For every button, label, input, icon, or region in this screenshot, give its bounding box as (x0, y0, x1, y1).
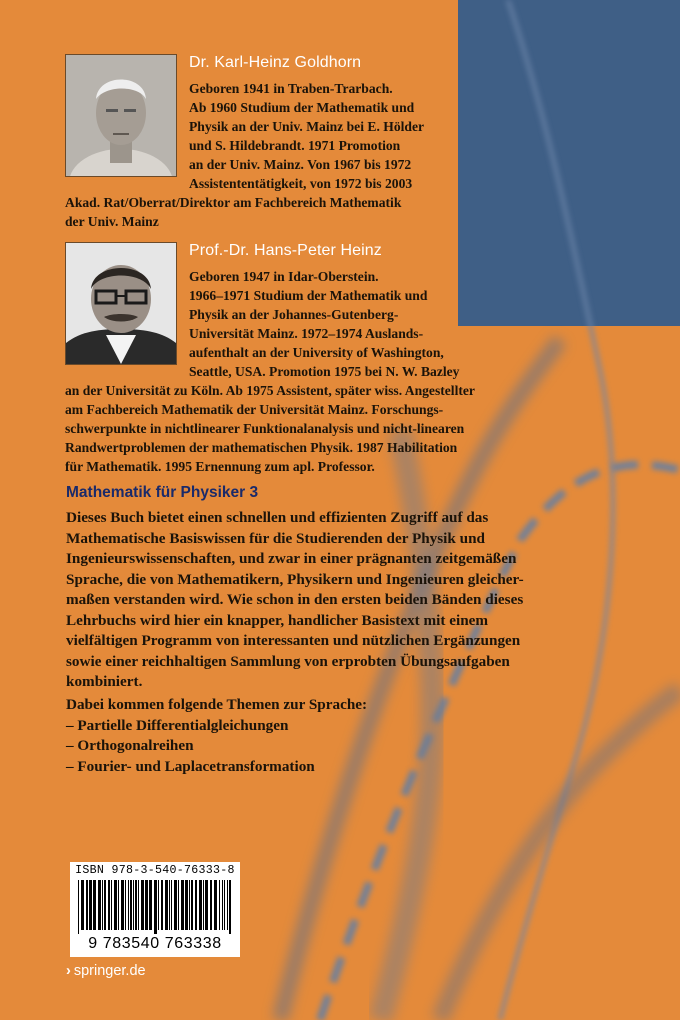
description-line: Lehrbuchs wird hier ein knapper, handlicher Basistext mit einem (66, 611, 489, 629)
barcode-bar (191, 880, 193, 930)
bio-line: Geboren 1947 in Idar-Oberstein. (189, 269, 379, 284)
barcode-bar (199, 880, 202, 930)
bio-line: der Univ. Mainz (65, 214, 159, 229)
barcode-bar (98, 880, 101, 930)
barcode-bar (133, 880, 134, 930)
barcode-bar (154, 880, 157, 934)
description-line: Dieses Buch bietet einen schnellen und effizienten Zugriff auf das (66, 509, 489, 526)
description-line: vielfältigen Programm von interessanten und nützlichen Ergänzungen (66, 632, 521, 649)
barcode-bar (165, 880, 168, 930)
topic-item: – Fourier- und Laplacetransformation (66, 757, 315, 775)
barcode-bar (224, 880, 225, 930)
barcode-bar (86, 880, 88, 930)
barcode-bar (174, 880, 177, 930)
barcode-bar (227, 880, 228, 930)
barcode-bar (104, 880, 106, 930)
description-line: Mathematische Basiswissen für die Studierenden der Physik und (66, 529, 485, 547)
bio-line: Akad. Rat/Oberrat/Direktor am Fachbereich Mathematik (65, 195, 402, 210)
barcode-bar (81, 880, 84, 930)
bio-line: an der Universität zu Köln. Ab 1975 Assistent, später wiss. Angestellter (65, 383, 475, 398)
bio-line: aufenthalt an der University of Washington, (189, 345, 444, 360)
barcode-bar (169, 880, 170, 930)
barcode-bar (222, 880, 223, 930)
navy-panel (458, 0, 680, 326)
publisher-link[interactable] (66, 963, 146, 979)
barcode-bar (125, 880, 126, 930)
description-line: Ingenieurswissenschaften, und zwar in einer prägnanten zeitgemäßen (66, 550, 517, 567)
barcode-bar (210, 880, 212, 930)
description-line: sowie einer reichhaltigen Sammlung von erprobten Übungsaufgaben (66, 652, 510, 670)
isbn-label: ISBN 978-3-540-76333-8 (75, 864, 235, 877)
bio-line: und S. Hildebrandt. 1971 Promotion (189, 138, 401, 153)
description-line: kombiniert. (66, 673, 143, 690)
author-name: Prof.-Dr. Hans-Peter Heinz (189, 242, 382, 259)
barcode-bar (108, 880, 110, 930)
bio-line: 1966–1971 Studium der Mathematik und (189, 288, 428, 303)
bio-line: Physik an der Univ. Mainz bei E. Hölder (189, 119, 425, 134)
barcode-bar (89, 880, 92, 930)
barcode-bar (171, 880, 172, 930)
barcode-bar (128, 880, 129, 930)
barcode-bar (229, 880, 231, 934)
barcode-bar (181, 880, 184, 930)
barcode-bar (111, 880, 112, 930)
topics-intro: Dabei kommen folgende Themen zur Sprache: (66, 696, 368, 713)
description-line: Sprache, die von Mathematikern, Physikern und Ingenieuren gleicher- (66, 570, 524, 588)
author-photo-heinz (65, 242, 177, 365)
barcode-bar (135, 880, 137, 930)
barcode-bar (93, 880, 96, 930)
bio-line: Randwertproblemen der mathematischen Physik. 1987 Habilitation (65, 440, 458, 455)
barcode-bar (141, 880, 144, 930)
barcode-bar (138, 880, 139, 930)
barcode-bar (189, 880, 190, 930)
bio-line: für Mathematik. 1995 Ernennung zum apl. Professor. (65, 459, 375, 474)
barcode-bar (219, 880, 220, 930)
barcode-bar (185, 880, 188, 930)
barcode-bar (161, 880, 163, 930)
topic-item: – Orthogonalreihen (66, 737, 194, 754)
barcode-bar (203, 880, 204, 930)
barcode-bar (121, 880, 124, 930)
barcode-bar (149, 880, 152, 930)
bio-line: am Fachbereich Mathematik der Universität Mainz. Forschungs- (65, 402, 444, 417)
bio-line: Seattle, USA. Promotion 1975 bei N. W. Bazley (189, 364, 460, 379)
description-line: maßen verstanden wird. Wie schon in den ersten beiden Bänden dieses (66, 591, 524, 608)
curve-blurred-3 (440, 690, 680, 1020)
bio-line: Universität Mainz. 1972–1974 Auslands- (189, 326, 424, 341)
barcode-bar (205, 880, 208, 930)
barcode-bar (130, 880, 132, 930)
barcode-bar (195, 880, 197, 930)
isbn-barcode (70, 862, 240, 957)
barcode-bars (76, 880, 234, 934)
barcode-bar (118, 880, 119, 930)
barcode-bar (158, 880, 159, 930)
bio-line: Geboren 1941 in Traben-Trarbach. (189, 81, 393, 96)
book-title: Mathematik für Physiker 3 (66, 484, 259, 501)
barcode-bar (78, 880, 79, 934)
barcode-bar (114, 880, 117, 930)
bio-line: Assistententätigkeit, von 1972 bis 2003 (189, 176, 413, 191)
barcode-bar (214, 880, 217, 930)
barcode-bar (145, 880, 148, 930)
bio-line: schwerpunkte in nichtlinearer Funktionalanalysis und nicht-linearen (65, 421, 465, 436)
barcode-bar (102, 880, 103, 930)
chevron-icon: › (66, 963, 71, 979)
topic-item: – Partielle Differentialgleichungen (66, 716, 289, 734)
author-photo-goldhorn (65, 54, 177, 177)
author-name: Dr. Karl-Heinz Goldhorn (189, 54, 362, 71)
barcode-bar (178, 880, 179, 930)
publisher-name: springer.de (73, 963, 146, 979)
bio-line: Physik an der Johannes-Gutenberg- (189, 307, 399, 322)
bio-line: Ab 1960 Studium der Mathematik und (189, 100, 415, 115)
bio-line: an der Univ. Mainz. Von 1967 bis 1972 (189, 157, 412, 172)
barcode-digits: 9 783540 763338 (88, 935, 222, 952)
